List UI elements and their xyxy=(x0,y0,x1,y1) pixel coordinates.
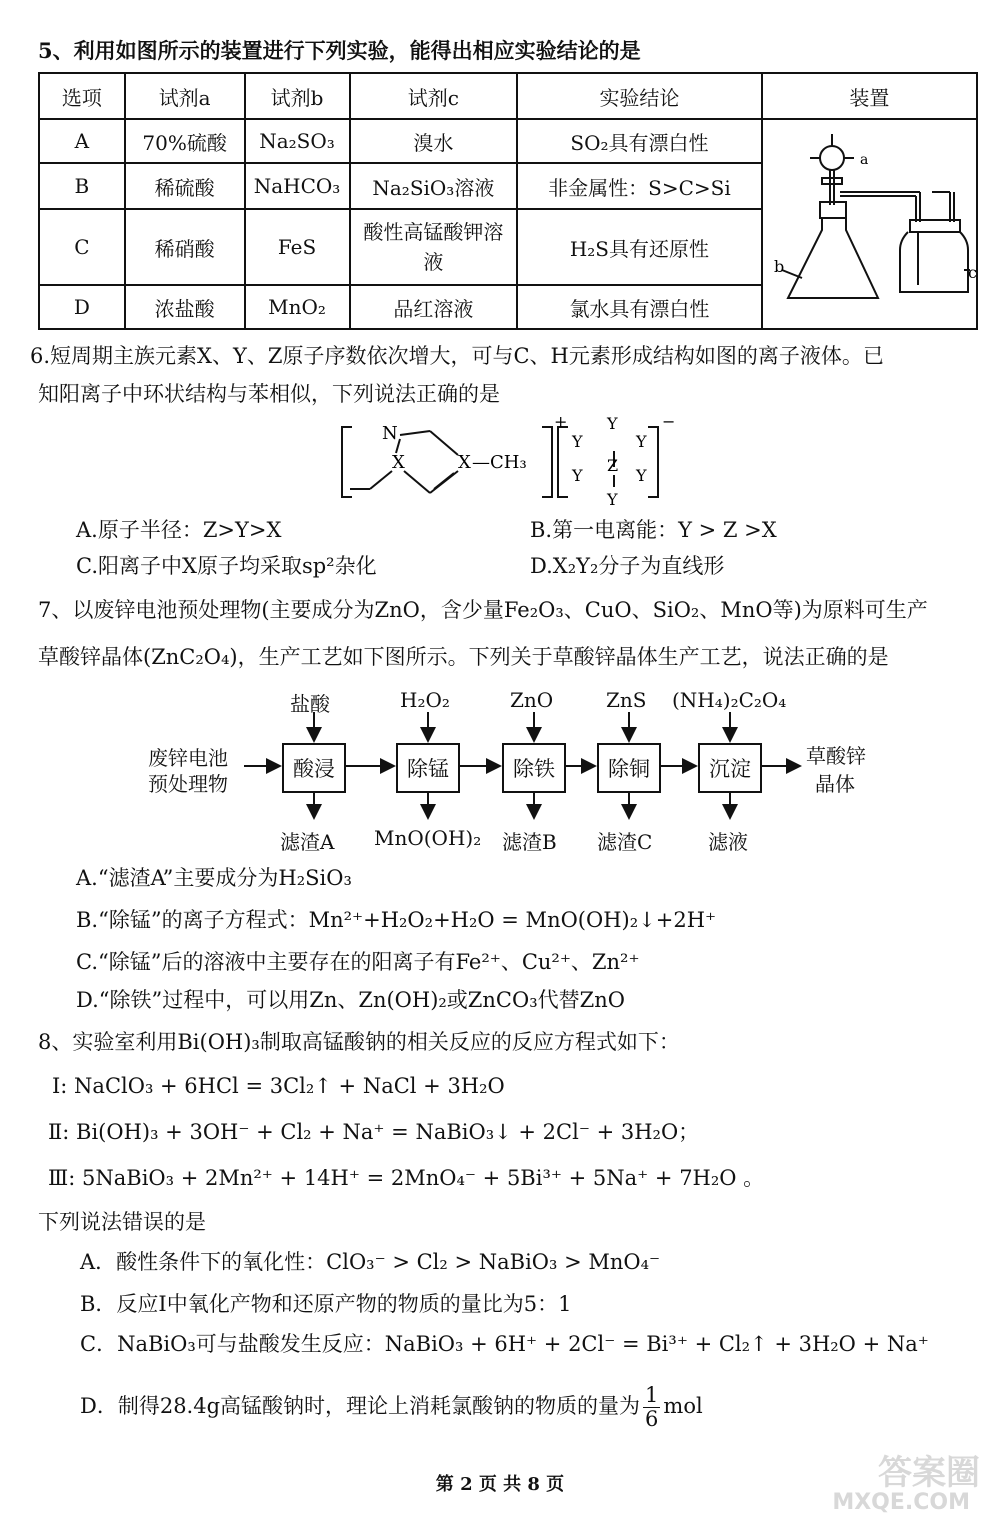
q8-option-d xyxy=(80,1384,703,1431)
header-cell: 试剂c xyxy=(350,73,518,119)
flow-input: H₂O₂ xyxy=(400,688,450,712)
q8-equation-2: Ⅱ: Bi(OH)₃ + 3OH⁻ + Cl₂ + Na⁺ = NaBiO₃↓ + 2Cl⁻ + 3H₂O； xyxy=(48,1120,700,1144)
atom-x: X xyxy=(458,452,471,473)
table-cell: FeS xyxy=(245,209,350,285)
table-cell: 酸性高锰酸钾溶液 xyxy=(350,209,518,285)
table-cell: 溴水 xyxy=(350,119,518,163)
q6-option-d: D.X₂Y₂分子为直线形 xyxy=(530,554,725,578)
ionic-liquid-structure xyxy=(330,412,680,515)
q8-option-b: B．反应Ⅰ中氧化产物和还原产物的物质的量比为5：1 xyxy=(80,1292,572,1316)
q8-equation-3: Ⅲ: 5NaBiO₃ + 2Mn²⁺ + 14H⁺ = 2MnO₄⁻ + 5Bi³⁺ + 5Na⁺ + 7H₂O 。 xyxy=(48,1166,765,1190)
q5-stem: 5、利用如图所示的装置进行下列实验，能得出相应实验结论的是 xyxy=(38,38,641,63)
q7-option-d: D.“除铁”过程中，可以用Zn、Zn(OH)₂或ZnCO₃代替ZnO xyxy=(76,988,625,1012)
table-cell: Na₂SiO₃溶液 xyxy=(350,163,518,209)
table-cell: NaHCO₃ xyxy=(245,163,350,209)
q7-option-b: B.“除锰”的离子方程式：Mn²⁺+H₂O₂+H₂O = MnO(OH)₂↓+2H⁺ xyxy=(76,908,717,932)
header-cell: 装置 xyxy=(762,73,977,119)
apparatus-diagram xyxy=(770,120,975,320)
q6-option-a: A.原子半径：Z>Y>X xyxy=(76,518,282,542)
flow-start: 废锌电池 xyxy=(148,746,228,770)
flow-step-precipitate: 沉淀 xyxy=(698,743,762,793)
fraction-denominator: 6 xyxy=(645,1407,659,1432)
table-cell: 品红溶液 xyxy=(350,285,518,329)
atom-y: Y xyxy=(572,432,583,451)
watermark-url: MXQE.COM xyxy=(832,1490,970,1515)
q7-option-a: A.“滤渣A”主要成分为H₂SiO₃ xyxy=(76,866,352,890)
charge-plus: + xyxy=(554,412,568,431)
page-footer: 第 2 页 共 8 页 xyxy=(435,1474,565,1495)
flow-input: ZnO xyxy=(510,688,554,712)
table-cell: 稀硫酸 xyxy=(125,163,245,209)
q6-stem-line2: 知阳离子中环状结构与苯相似，下列说法正确的是 xyxy=(38,382,500,406)
q8-option-a: A．酸性条件下的氧化性：ClO₃⁻ > Cl₂ > NaBiO₃ > MnO₄⁻ xyxy=(80,1250,661,1274)
table-cell: 氯水具有漂白性 xyxy=(517,285,761,329)
table-cell: Na₂SO₃ xyxy=(245,119,350,163)
atom-y: Y xyxy=(607,490,618,509)
flow-output: 滤渣A xyxy=(280,830,335,854)
q6-option-c: C.阳离子中X原子均采取sp²杂化 xyxy=(76,554,377,578)
flow-step-acid-leach: 酸浸 xyxy=(282,743,346,793)
flow-output: MnO(OH)₂ xyxy=(374,826,482,850)
flow-input: ZnS xyxy=(606,688,647,712)
q8-ask: 下列说法错误的是 xyxy=(38,1210,206,1234)
q7-stem-line1: 7、以废锌电池预处理物(主要成分为ZnO，含少量Fe₂O₃、CuO、SiO₂、MnO等)为原料可生产 xyxy=(38,598,928,622)
flow-end: 草酸锌 xyxy=(806,744,866,768)
atom-y: Y xyxy=(636,432,647,451)
q6-option-b: B.第一电离能：Y > Z >X xyxy=(530,518,777,542)
header-cell: 实验结论 xyxy=(517,73,761,119)
table-cell: SO₂具有漂白性 xyxy=(517,119,761,163)
table-cell: 浓盐酸 xyxy=(125,285,245,329)
q7-option-c: C.“除锰”后的溶液中主要存在的阳离子有Fe²⁺、Cu²⁺、Zn²⁺ xyxy=(76,950,640,974)
flow-step-cu-removal: 除铜 xyxy=(597,743,661,793)
atom-z: Z xyxy=(607,456,619,475)
q8-option-c: C．NaBiO₃可与盐酸发生反应：NaBiO₃ + 6H⁺ + 2Cl⁻ = Bi³⁺ + Cl₂↑ + 3H₂O + Na⁺ xyxy=(80,1332,929,1356)
table-cell: B xyxy=(39,163,125,209)
flow-end: 晶体 xyxy=(815,772,855,796)
flow-arrows xyxy=(0,700,1000,830)
methyl-group: —CH₃ xyxy=(472,452,527,473)
table-cell: 稀硝酸 xyxy=(125,209,245,285)
q7-stem-line2: 草酸锌晶体(ZnC₂O₄)，生产工艺如下图所示。下列关于草酸锌晶体生产工艺，说法正确的是 xyxy=(38,645,889,669)
flow-output: 滤渣C xyxy=(597,830,653,854)
table-cell: C xyxy=(39,209,125,285)
table-cell: A xyxy=(39,119,125,163)
flow-input: (NH₄)₂C₂O₄ xyxy=(672,688,787,712)
flow-step-mn-removal: 除锰 xyxy=(396,743,460,793)
table-cell: D xyxy=(39,285,125,329)
q8-stem: 8、实验室利用Bi(OH)₃制取高锰酸钠的相关反应的反应方程式如下： xyxy=(38,1030,680,1054)
table-cell: H₂S具有还原性 xyxy=(517,209,761,285)
atom-n: N xyxy=(382,423,398,444)
charge-minus: − xyxy=(662,412,676,431)
atom-y: Y xyxy=(607,414,618,433)
flow-input: 盐酸 xyxy=(290,692,330,716)
q8-equation-1: Ⅰ: NaClO₃ + 6HCl = 3Cl₂↑ + NaCl + 3H₂O xyxy=(52,1074,505,1098)
q6-stem-line1: 6.短周期主族元素X、Y、Z原子序数依次增大，可与C、H元素形成结构如图的离子液体。已 xyxy=(30,344,884,368)
unit: mol xyxy=(663,1394,703,1419)
flow-start: 预处理物 xyxy=(148,772,228,796)
flow-output: 滤渣B xyxy=(502,830,557,854)
fraction-numerator: 1 xyxy=(645,1383,659,1407)
atom-x: X xyxy=(392,452,405,473)
header-cell: 试剂a xyxy=(125,73,245,119)
q5-header-row xyxy=(39,73,977,119)
atom-y: Y xyxy=(572,466,583,485)
header-cell: 试剂b xyxy=(245,73,350,119)
fraction xyxy=(643,1384,660,1431)
flow-output: 滤液 xyxy=(708,830,748,854)
table-cell: 70%硫酸 xyxy=(125,119,245,163)
atom-y: Y xyxy=(636,466,647,485)
device-label-c: c xyxy=(968,263,977,282)
table-cell: 非金属性：S>C>Si xyxy=(517,163,761,209)
q8-option-d-text: D．制得28.4g高锰酸钠时，理论上消耗氯酸钠的物质的量为 xyxy=(80,1394,641,1419)
flow-step-fe-removal: 除铁 xyxy=(502,743,566,793)
table-cell: MnO₂ xyxy=(245,285,350,329)
device-label-b: b xyxy=(774,257,785,276)
header-cell: 选项 xyxy=(39,73,125,119)
device-label-a: a xyxy=(860,152,869,168)
watermark-logo: 答案圈 xyxy=(878,1453,980,1493)
